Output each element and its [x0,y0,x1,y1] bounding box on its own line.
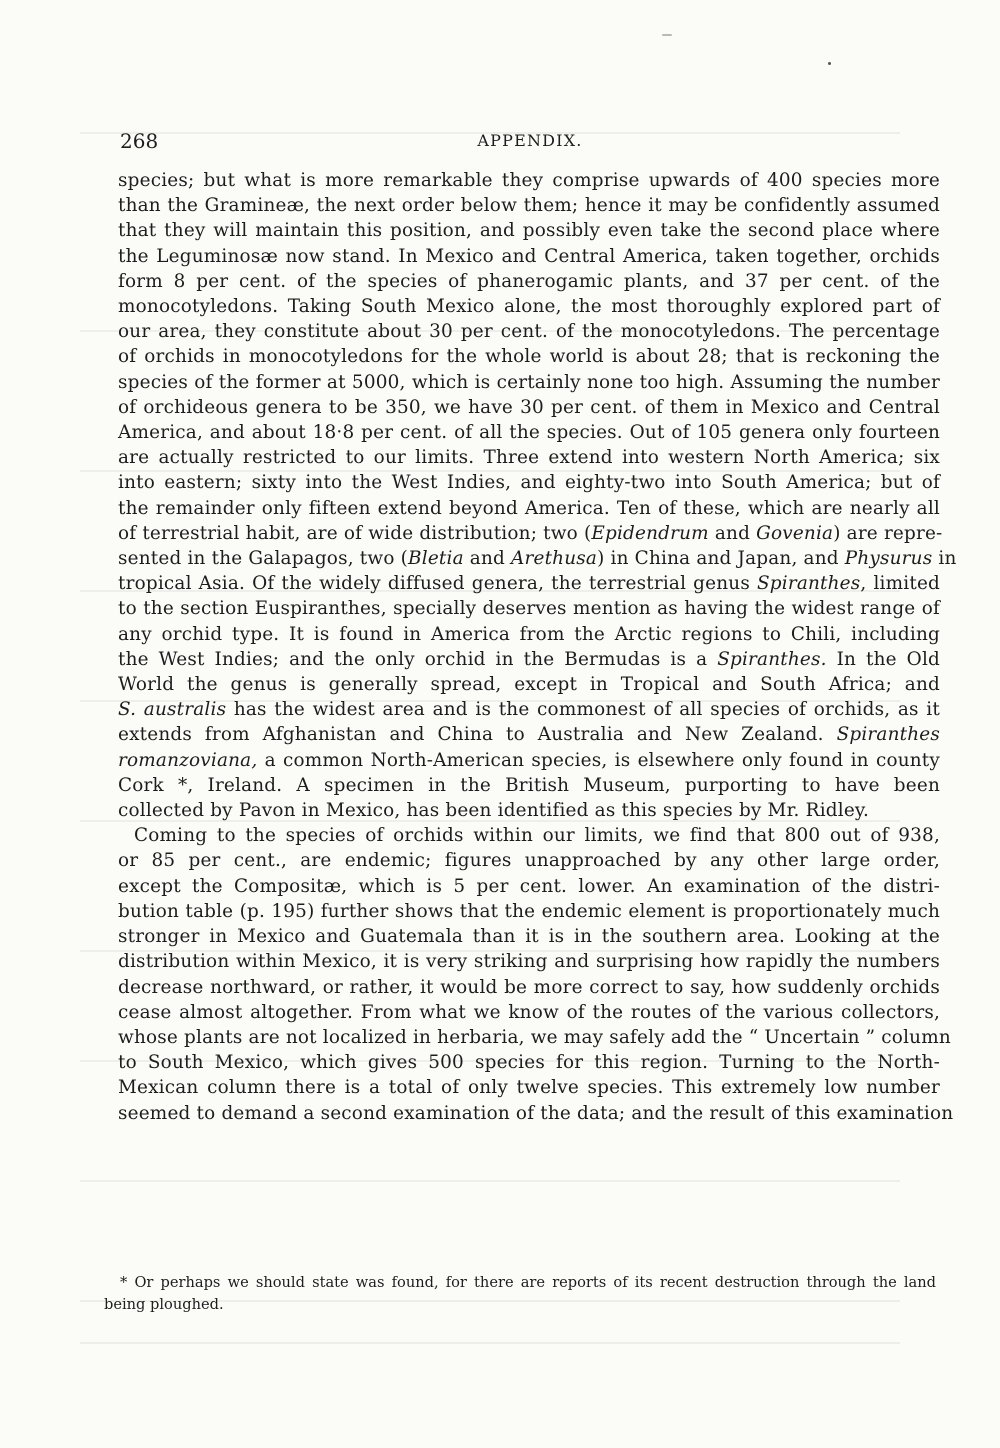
text-line: to South Mexico, which gives 500 species for this region. Turning to the North- [118,1052,940,1074]
footnote-line: being ploughed. [104,1296,224,1313]
text-line: of orchideous genera to be 350, we have 30 per cent. of them in Mexico and Central [118,396,940,418]
body-text [118,168,957,1126]
text-line: species; but what is more remarkable they comprise upwards of 400 species more [118,170,940,191]
text-line: romanzoviana, a common North-American species, is elsewhere only found in county [118,749,940,771]
text-line: decrease northward, or rather, it would be more correct to say, how suddenly orchids [118,976,940,998]
page-header [120,125,940,157]
text-line: to the section Euspiranthes, specially deserves mention as having the widest range of [118,598,940,620]
text-line: bution table (p. 195) further shows that the endemic element is proportionately much [118,900,940,922]
text-line: World the genus is generally spread, except in Tropical and South Africa; and [118,674,940,696]
text-line: sented in the Galapagos, two (Bletia and Arethusa) in China and Japan, and Physurus in [118,548,957,570]
text-line: cease almost altogether. From what we know of the routes of the various collectors, [118,1001,940,1023]
text-line: Mexican column there is a total of only twelve species. This extremely low number [118,1077,940,1099]
text-line: than the Gramineæ, the next order below them; hence it may be confidently assumed [118,195,940,217]
text-line: Cork *, Ireland. A specimen in the British Museum, purporting to have been [118,774,940,796]
page-number: 268 [120,129,159,153]
text-line: whose plants are not localized in herbaria, we may safely add the “ Uncertain ” column [118,1026,951,1048]
text-line: distribution within Mexico, it is very striking and surprising how rapidly the numbers [118,951,940,973]
specks [828,62,831,65]
text-line: monocotyledons. Taking South Mexico alone, the most thoroughly explored part of [118,296,940,318]
text-line: Coming to the species of orchids within our limits, we find that 800 out of 938, [134,825,940,847]
running-head: APPENDIX. [477,131,583,150]
text-line: America, and about 18·8 per cent. of all the species. Out of 105 genera only fourteen [118,422,940,444]
specks [662,34,672,36]
text-line: seemed to demand a second examination of the data; and the result of this examination [118,1102,954,1124]
text-line: of terrestrial habit, are of wide distribution; two (Epidendrum and Govenia) are repre- [118,522,943,544]
text-line: of orchids in monocotyledons for the whole world is about 28; that is reckoning the [118,346,940,368]
footnote-line: * Or perhaps we should state was found, for there are reports of its recent destruction through the land [120,1274,936,1291]
text-line: our area, they constitute about 30 per cent. of the monocotyledons. The percentage [118,321,940,343]
text-line: that they will maintain this position, and possibly even take the second place where [118,220,940,242]
text-line: species of the former at 5000, which is certainly none too high. Assuming the number [118,371,940,393]
text-line: stronger in Mexico and Guatemala than it is in the southern area. Looking at the [118,926,940,948]
text-line: any orchid type. It is found in America from the Arctic regions to Chili, including [118,623,940,645]
text-line: are actually restricted to our limits. Three extend into western North America; six [118,447,940,469]
text-line: form 8 per cent. of the species of phanerogamic plants, and 37 per cent. of the [118,270,940,292]
text-line: or 85 per cent., are endemic; figures unapproached by any other large order, [118,850,940,872]
text-line: the West Indies; and the only orchid in the Bermudas is a Spiranthes. In the Old [118,648,940,670]
text-line: S. australis has the widest area and is the commonest of all species of orchids, as it [118,699,940,721]
text-line: the remainder only fifteen extend beyond America. Ten of these, which are nearly all [118,497,940,519]
footnote [104,1272,936,1316]
text-line: except the Compositæ, which is 5 per cent. lower. An examination of the distri- [118,875,940,897]
text-line: tropical Asia. Of the widely diffused genera, the terrestrial genus Spiranthes, limited [118,573,941,595]
text-line: extends from Afghanistan and China to Australia and New Zealand. Spiranthes [118,724,940,746]
text-line: into eastern; sixty into the West Indies, and eighty-two into South America; but of [118,472,940,494]
text-line: collected by Pavon in Mexico, has been identified as this species by Mr. Ridley. [118,800,870,822]
text-line: the Leguminosæ now stand. In Mexico and Central America, taken together, orchids [118,245,940,267]
